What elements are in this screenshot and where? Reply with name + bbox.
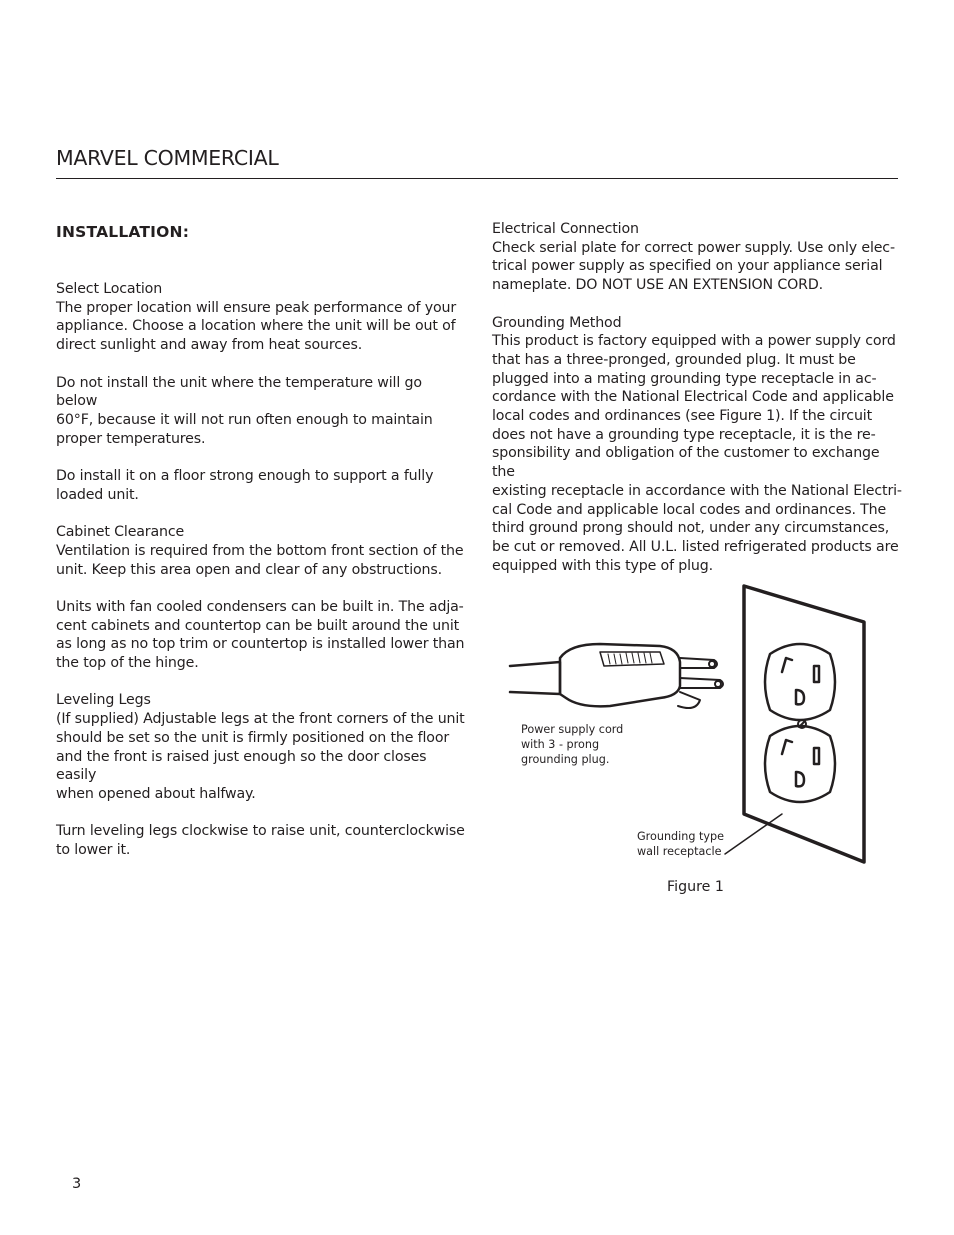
leveling-legs-paragraph-1: (If supplied) Adjustable legs at the front corners of the unit should be set so the unit is firmly positioned on the floor and the front is raised just enough so the door closes easily when opened about halfway. bbox=[56, 711, 465, 802]
select-location-paragraph-1: The proper location will ensure peak performance of your appliance. Choose a location where the unit will be out of direct sunlight and away from heat sources. bbox=[56, 299, 456, 354]
installation-heading: INSTALLATION: bbox=[56, 223, 190, 241]
select-location-title: Select Location bbox=[56, 281, 163, 297]
receptacle-caption: Grounding type wall receptacle bbox=[637, 830, 724, 858]
left-column bbox=[56, 280, 466, 860]
plug-caption: Power supply cord with 3 - prong grounding plug. bbox=[521, 723, 624, 766]
electrical-connection-paragraph: Check serial plate for correct power supply. Use only elec- trical power supply as specified on your appliance serial nameplate. DO NOT USE AN EXTENSION CORD. bbox=[492, 239, 895, 294]
cabinet-clearance-title: Cabinet Clearance bbox=[56, 524, 185, 541]
grounding-method-title: Grounding Method bbox=[492, 314, 622, 331]
right-column bbox=[492, 220, 902, 575]
leveling-legs-title: Leveling Legs bbox=[56, 692, 151, 709]
electrical-connection-title: Electrical Connection bbox=[492, 221, 639, 237]
header-divider bbox=[56, 178, 898, 179]
grounding-method-paragraph: This product is factory equipped with a power supply cord that has a three-pronged, grounded plug. It must be plugged into a mating grounding type receptacle in ac- cordance with the National Electrical Code and applicable local codes and ordinances (see Figure 1). If the circuit does not have a grounding type receptacle, it is the re- sponsibility and obligation of the customer to exchange the existing receptacle in accordance with the National Electri- cal Code and applicable local codes and ordinances. The third ground prong should not, under any circumstances, be cut or removed. All U.L. listed refrigerated products are equipped with this type of plug. bbox=[492, 333, 902, 574]
figure-label: Figure 1 bbox=[667, 879, 724, 895]
select-location-paragraph-2: Do not install the unit where the temperature will go below 60°F, because it will not run often enough to maintain proper temperatures. bbox=[56, 374, 433, 447]
page-number: 3 bbox=[72, 1176, 82, 1192]
page-header-title: MARVEL COMMERCIAL bbox=[56, 146, 279, 170]
cabinet-clearance-paragraph-2: Units with fan cooled condensers can be built in. The adja- cent cabinets and countertop can be built around the unit as long as no top trim or countertop is installed lower than the top of the hinge. bbox=[56, 598, 465, 671]
select-location-paragraph-3: Do install it on a floor strong enough to support a fully loaded unit. bbox=[56, 468, 434, 503]
cabinet-clearance-paragraph-1: Ventilation is required from the bottom front section of the unit. Keep this area open and clear of any obstructions. bbox=[56, 542, 464, 578]
leveling-legs-paragraph-2: Turn leveling legs clockwise to raise unit, counterclockwise to lower it. bbox=[56, 823, 465, 858]
